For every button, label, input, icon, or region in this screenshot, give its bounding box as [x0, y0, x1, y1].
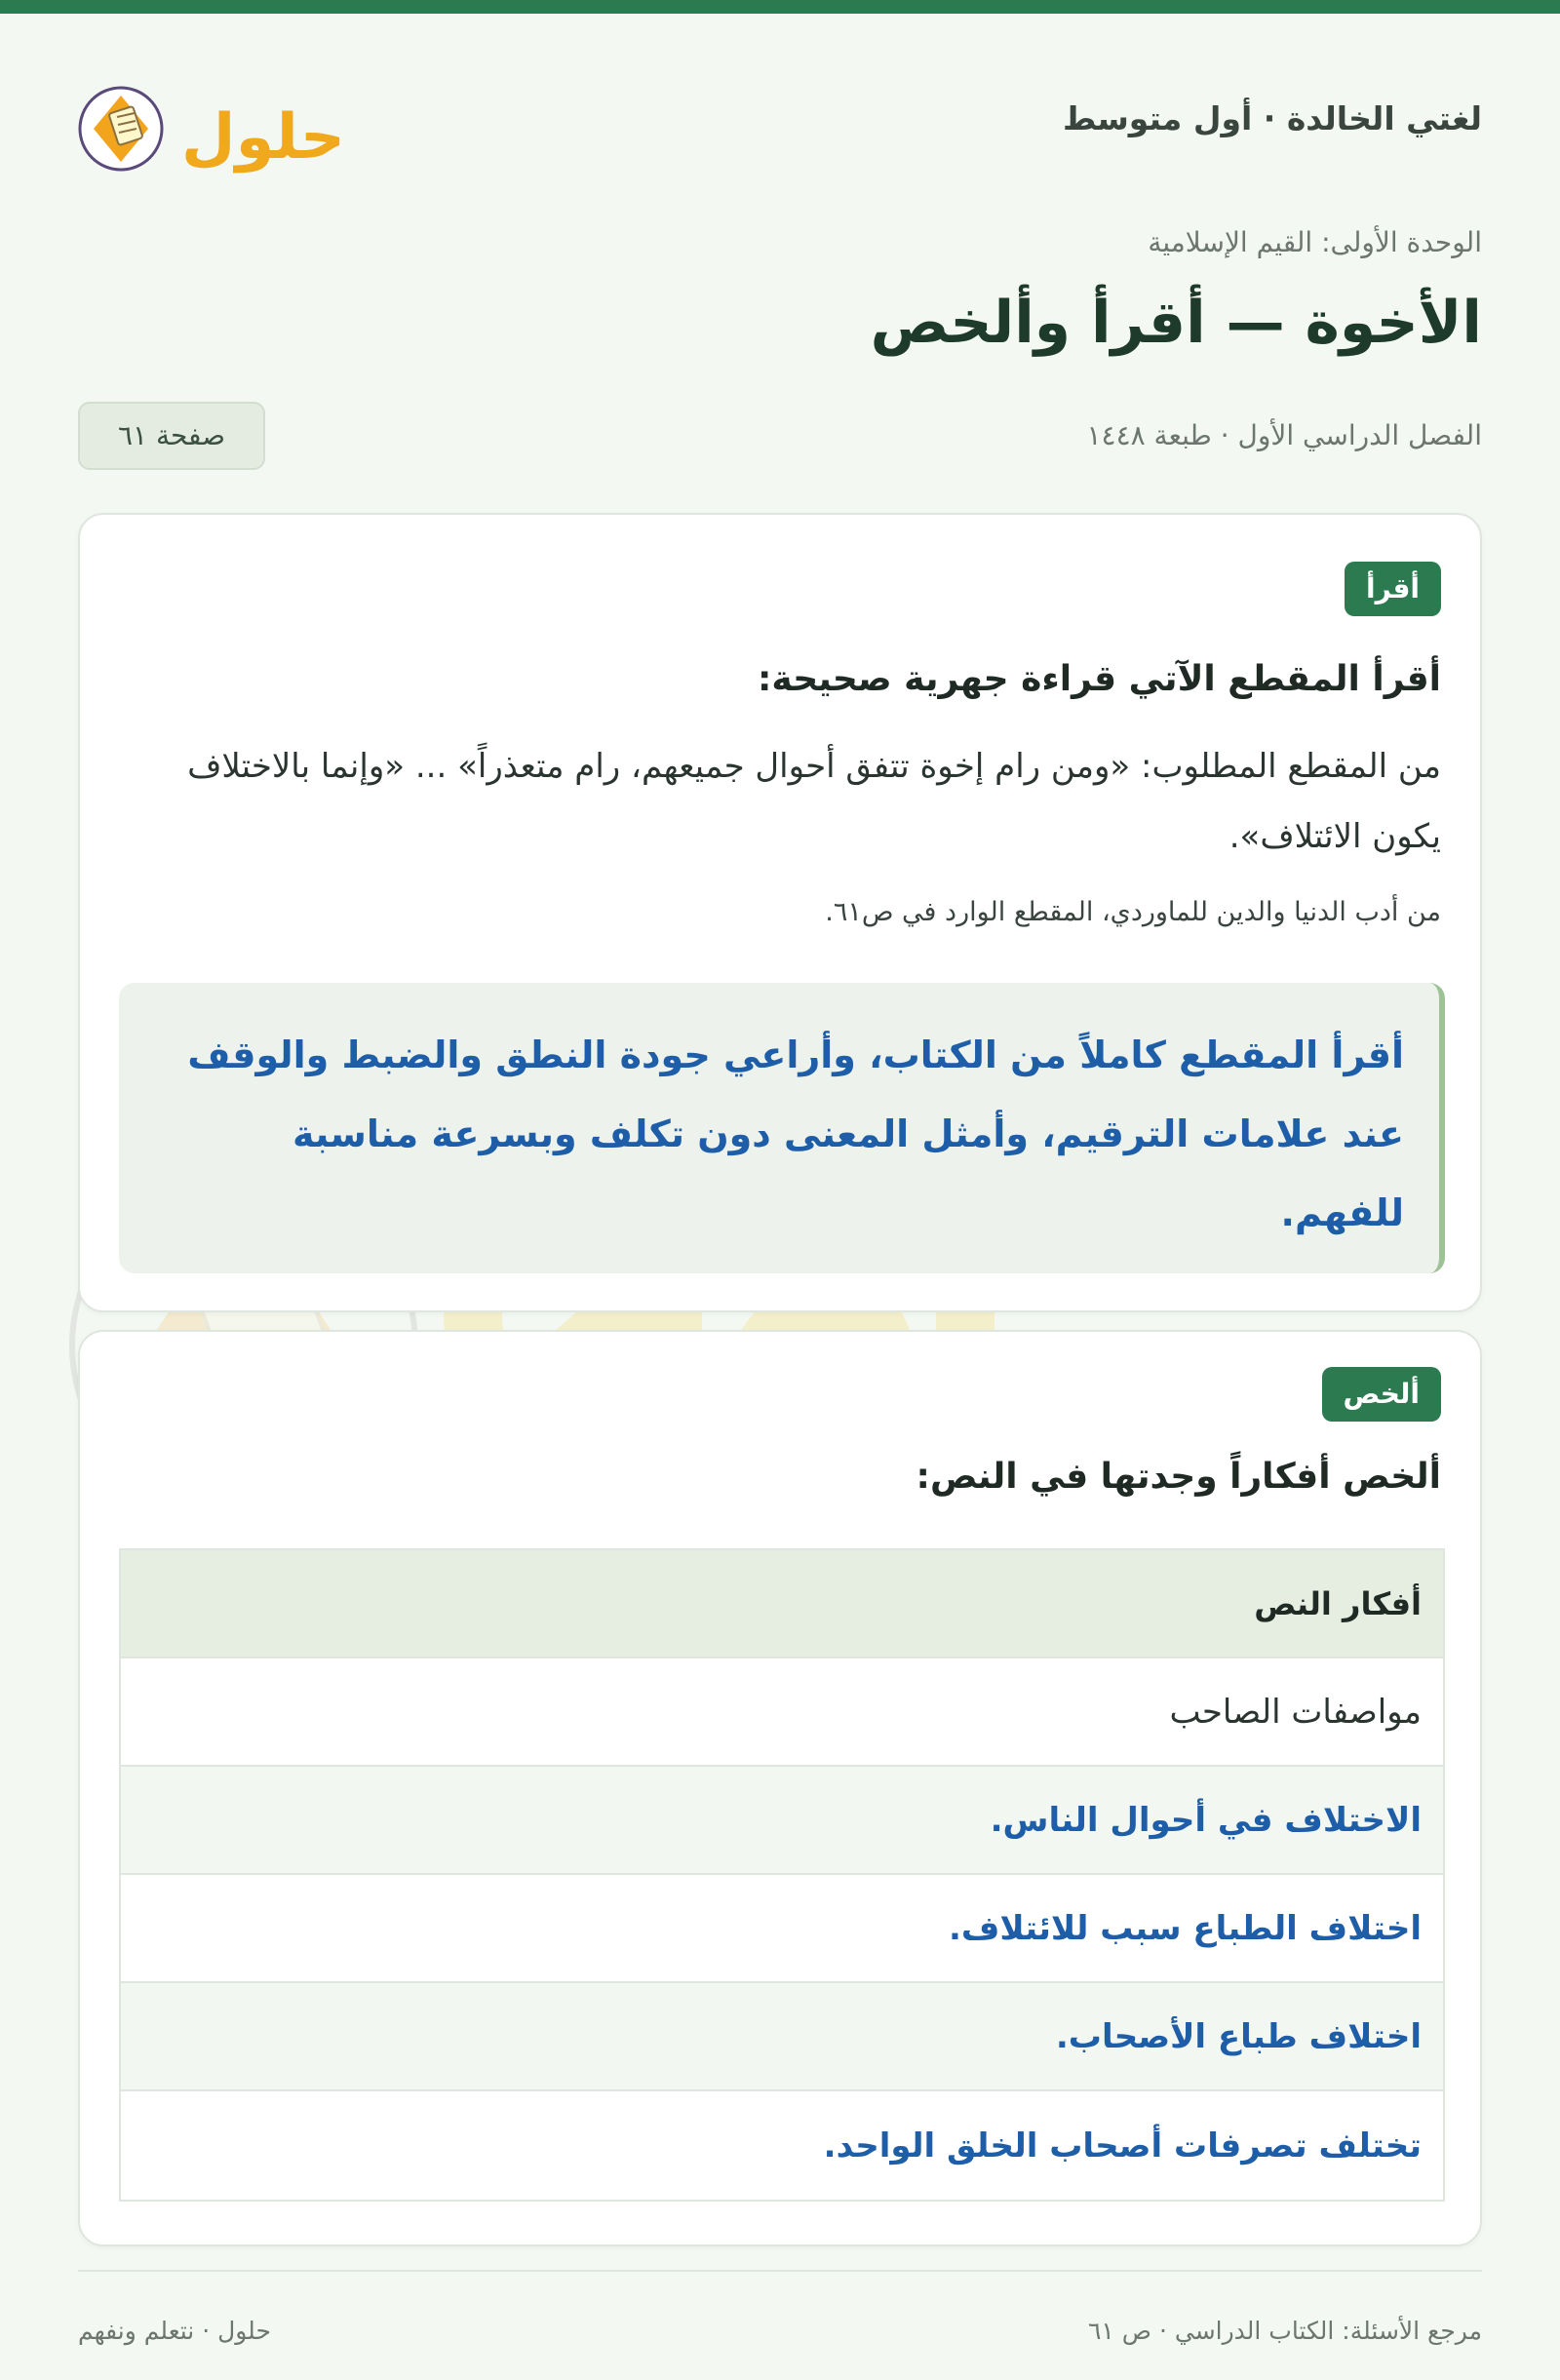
- table-row: تختلف تصرفات أصحاب الخلق الواحد.: [121, 2091, 1443, 2200]
- read-badge: أقرأ: [1345, 562, 1441, 616]
- footer-reference: مرجع الأسئلة: الكتاب الدراسي · ص ٦١: [1087, 2317, 1482, 2345]
- read-answer-box: [119, 983, 1445, 1273]
- lesson-meta: الفصل الدراسي الأول · طبعة ١٤٤٨: [1086, 419, 1482, 451]
- top-accent-bar: [0, 0, 1560, 14]
- summary-badge: ألخص: [1322, 1367, 1442, 1422]
- passage-source: من أدب الدنيا والدين للماوردي، المقطع الوارد في ص٦١.: [825, 897, 1441, 927]
- summary-section-card: [78, 1330, 1482, 2246]
- footer-brand: حلول · نتعلم ونفهم: [78, 2317, 271, 2345]
- passage-text: من المقطع المطلوب: «ومن رام إخوة تتفق أحوال جميعهم، رام متعذراً» ... «وإنما بالاختلاف يكون الائتلاف».: [187, 747, 1441, 856]
- footer-divider: [78, 2270, 1482, 2272]
- table-row: مواصفات الصاحب: [121, 1658, 1443, 1767]
- read-section-card: [78, 513, 1482, 1312]
- table-header: أفكار النص: [121, 1550, 1443, 1658]
- unit-label: الوحدة الأولى: القيم الإسلامية: [1148, 226, 1482, 258]
- lesson-title: الأخوة — أقرأ وألخص: [870, 289, 1482, 357]
- page-number-badge: صفحة ٦١: [78, 402, 265, 470]
- book-title: لغتي الخالدة · أول متوسط: [1062, 99, 1482, 137]
- ideas-table: [119, 1548, 1445, 2202]
- logo-text: حلول: [181, 101, 345, 174]
- read-question: أقرأ المقطع الآتي قراءة جهرية صحيحة:: [758, 659, 1441, 699]
- summary-question: ألخص أفكاراً وجدتها في النص:: [916, 1457, 1441, 1497]
- page-header: [78, 14, 1482, 218]
- table-row: الاختلاف في أحوال الناس.: [121, 1767, 1443, 1875]
- table-row: اختلاف الطباع سبب للائتلاف.: [121, 1875, 1443, 1983]
- site-logo[interactable]: [78, 68, 370, 185]
- table-row: اختلاف طباع الأصحاب.: [121, 1983, 1443, 2091]
- read-answer-text: أقرأ المقطع كاملاً من الكتاب، وأراعي جودة النطق والضبط والوقف عند علامات الترقيم، وأمثل المعنى دون تكلف وبسرعة مناسبة للفهم.: [187, 1034, 1404, 1234]
